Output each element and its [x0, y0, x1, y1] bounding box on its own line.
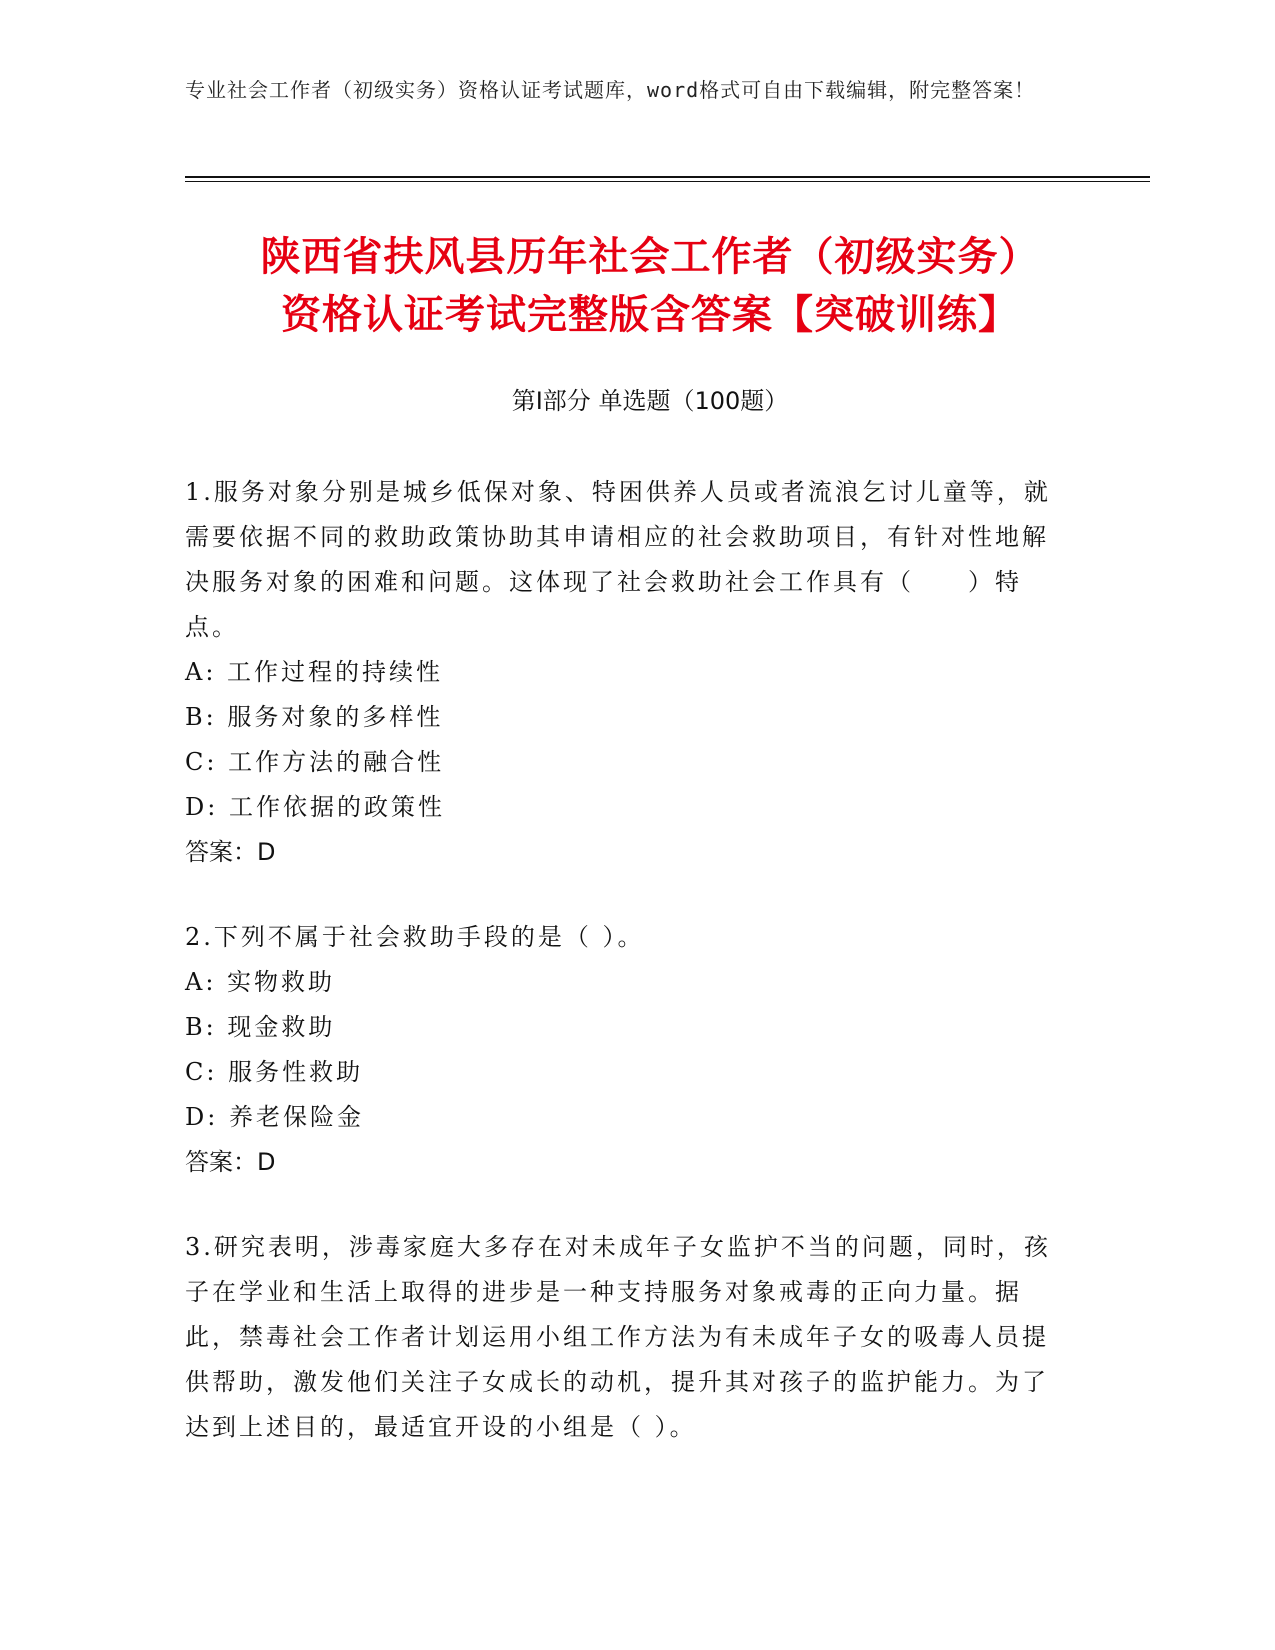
document-title [150, 228, 1150, 344]
question-stem: 1.服务对象分别是城乡低保对象、特困供养人员或者流浪乞讨儿童等，就需要依据不同的救助政策协助其申请相应的社会救助项目，有针对性地解决服务对象的困难和问题。这体现了社会救助社会工作具有（ ）特点。 [185, 478, 1051, 641]
answer: 答案：D [185, 838, 276, 866]
option-b: B: 现金救助 [185, 1013, 336, 1041]
answer: 答案：D [185, 1148, 276, 1176]
option-a: A: 工作过程的持续性 [185, 658, 444, 686]
question-2 [185, 915, 1065, 1185]
header-divider-thin [185, 181, 1150, 182]
question-list [185, 470, 1065, 1490]
option-d: D: 工作依据的政策性 [185, 793, 445, 821]
section-title: 第Ⅰ部分 单选题（100题） [511, 387, 789, 415]
question-stem: 2.下列不属于社会救助手段的是（ ）。 [185, 923, 645, 951]
option-d: D: 养老保险金 [185, 1103, 364, 1131]
option-c: C: 工作方法的融合性 [185, 748, 445, 776]
question-stem: 3.研究表明，涉毒家庭大多存在对未成年子女监护不当的问题，同时，孩子在学业和生活上取得的进步是一种支持服务对象戒毒的正向力量。据此，禁毒社会工作者计划运用小组工作方法为有未成年子女的吸毒人员提供帮助，激发他们关注子女成长的动机，提升其对孩子的监护能力。为了达到上述目的，最适宜开设的小组是（ ）。 [185, 1233, 1051, 1441]
option-c: C: 服务性救助 [185, 1058, 364, 1086]
question-3 [185, 1225, 1065, 1450]
header-divider-thick [185, 176, 1150, 178]
document-title-line-2: 资格认证考试完整版含答案【突破训练】 [281, 292, 1019, 338]
question-1 [185, 470, 1065, 875]
option-b: B: 服务对象的多样性 [185, 703, 444, 731]
header-note: 专业社会工作者（初级实务）资格认证考试题库，word格式可自由下载编辑，附完整答案！ [185, 78, 1036, 102]
option-a: A: 实物救助 [185, 968, 336, 996]
document-title-line-1: 陕西省扶风县历年社会工作者（初级实务） [260, 234, 1040, 280]
